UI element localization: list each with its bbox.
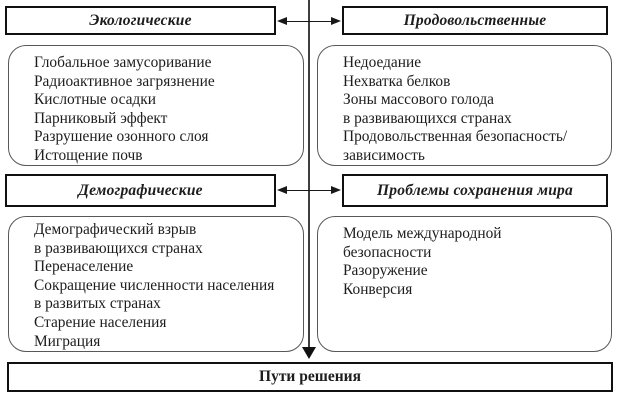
list-line: в развивающихся странах <box>343 109 512 127</box>
list-line: Демографический взрыв <box>34 221 197 238</box>
food-header-box <box>342 6 608 35</box>
food-title: Продовольственные <box>403 11 547 29</box>
list-line: Радиоактивное загрязнение <box>34 72 215 90</box>
list-line: Разоружение <box>343 262 428 280</box>
double-arrow-middle <box>277 186 341 195</box>
peace-header-box <box>342 174 608 207</box>
demographic-header-box <box>5 174 276 207</box>
right-arrowhead-icon <box>331 17 341 25</box>
ecological-list-box <box>8 45 304 166</box>
list-line: Недоедание <box>343 54 422 71</box>
solutions-box <box>7 362 613 392</box>
list-line: Продовольственная безопасность/ <box>343 128 568 146</box>
list-line: Нехватка белков <box>343 72 451 90</box>
center-connector-line <box>308 0 310 348</box>
list-line: Истощение почв <box>34 146 143 164</box>
list-line: Перенаселение <box>34 258 134 276</box>
right-arrowhead-icon <box>331 186 341 194</box>
ecological-title: Экологические <box>89 11 192 29</box>
list-line: Сокращение численности населения <box>34 276 275 294</box>
peace-list-box <box>317 216 612 352</box>
food-list-box <box>317 45 612 166</box>
list-line: в развитых странах <box>34 295 161 313</box>
list-line: зависимость <box>343 146 425 164</box>
list-line: Парниковый эффект <box>34 109 168 127</box>
arrow-shaft <box>284 21 334 23</box>
list-line: Кислотные осадки <box>34 91 156 109</box>
down-arrowhead-icon <box>302 347 316 359</box>
list-line: Конверсия <box>343 280 413 298</box>
list-line: Глобальное замусоривание <box>34 54 212 71</box>
list-line: Старение населения <box>34 313 167 331</box>
solutions-label: Пути решения <box>259 368 361 385</box>
list-line: Разрушение озонного слоя <box>34 128 209 146</box>
demographic-title: Демографические <box>78 181 203 199</box>
list-line: в развивающихся странах <box>34 239 203 257</box>
peace-title: Проблемы сохранения мира <box>377 181 573 199</box>
arrow-shaft <box>284 190 334 192</box>
list-line: безопасности <box>343 243 432 261</box>
double-arrow-top <box>277 17 341 26</box>
demographic-list-box <box>8 216 304 352</box>
list-line: Зоны массового голода <box>343 91 494 109</box>
ecological-header-box <box>5 6 276 35</box>
list-line: Миграция <box>34 332 101 350</box>
list-line: Модель международной <box>343 225 502 242</box>
